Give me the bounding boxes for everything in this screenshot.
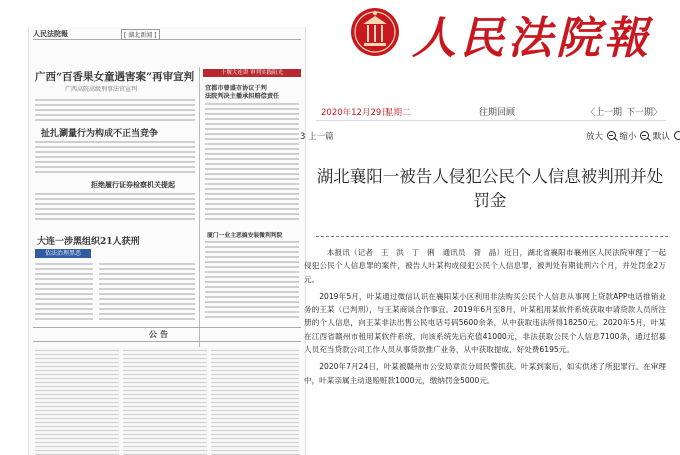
court-emblem-icon bbox=[350, 5, 400, 59]
zoom-out-icon[interactable] bbox=[640, 131, 649, 140]
paper-side-headline-2: 法院判决主播承担赔偿责任 bbox=[205, 93, 280, 100]
paper-blue-tag: 依法治理黑恶 bbox=[35, 249, 91, 258]
paper-subhead-1: 广西高院高级刑事法官宣判 bbox=[65, 86, 138, 93]
article-paragraph: 2019年5月，叶某通过微信认识在襄阳某小区利用非法购买公民个人信息从事网上贷款APP电话推销业务的王某（已判刑），与王某商谈合作事宜。2019年6月至8月，叶某租用某软件系统获取申请贷款人员所注册的个人信息，向王某非法出售公民电话号码5600余条，从中获取违法所得18250元。2020年5月，叶某在江西省赣州市租用某软件系统，向该系统先后充值41000元，非法获取公民个人信息7100条，通过招募人员充当贷款公司工作人员从事贷款推广业务，从中获取提成、好处费6195元。 bbox=[304, 291, 666, 355]
divider bbox=[316, 120, 666, 121]
previous-article-link[interactable]: 3 上一篇 bbox=[300, 132, 334, 142]
paper-side-headline-3: 厦门一业主恶搞安装微利判院 bbox=[207, 233, 283, 239]
article-body bbox=[304, 246, 666, 391]
paper-notice-heading: 公告 bbox=[149, 329, 171, 339]
paper-headline-2: 扯扎涮量行为构成不正当竞争 bbox=[41, 129, 159, 139]
title-divider bbox=[316, 236, 668, 237]
paper-masthead: 人民法院報 bbox=[33, 29, 68, 38]
zoom-in-label[interactable]: 放大 bbox=[586, 132, 604, 142]
paper-headline-3: 拒绝履行证券检察机关提起 bbox=[91, 180, 175, 189]
issue-date: 2020年12月29日 bbox=[321, 108, 390, 118]
zoom-in-icon[interactable] bbox=[607, 131, 616, 140]
next-issue-link[interactable]: 下一期〉 bbox=[626, 108, 663, 118]
zoom-out-label[interactable]: 缩小 bbox=[619, 132, 637, 142]
article-paragraph: 本报讯（记者 王 洪 丁 俐 通讯员 胥 晶）近日，湖北省襄阳市襄州区人民法院审理了一起侵犯公民个人信息罪的案件，被告人叶某构成侵犯公民个人信息罪，被判处有期徒刑六个月，并处罚金2万元。 bbox=[304, 248, 666, 284]
paper-side-tag: 十堰大连讲 审判实践阳光 bbox=[203, 69, 301, 77]
past-issues-link[interactable]: 往期回顾 bbox=[479, 108, 516, 118]
brand-logo-text: 人民法院報 bbox=[412, 13, 652, 64]
previous-issue-link[interactable]: 〈上一期 bbox=[586, 108, 623, 118]
article-paragraph: 2020年7月24日，叶某被赣州市公安局章贡分局民警抓获。叶某到案后，如实供述了所犯罪行。在审理中，叶某亲属主动退赔赃款1000元，缴纳罚金5000元。 bbox=[304, 362, 666, 385]
newspaper-page-thumbnail[interactable] bbox=[28, 27, 306, 455]
zoom-default-label[interactable]: 默认 bbox=[652, 132, 670, 142]
zoom-controls bbox=[586, 130, 680, 142]
issue-weekday: 星期二 bbox=[385, 108, 411, 118]
paper-headline-4: 大连一涉黑组织21人获刑 bbox=[37, 237, 140, 247]
paper-section-tag: [ 湖北新闻 ] bbox=[121, 29, 160, 40]
paper-headline-1: 广西“百香果女童遇害案”再审宣判 bbox=[35, 71, 195, 83]
paper-side-headline-1: 宜都市曾盛市协议于判 bbox=[205, 85, 267, 92]
zoom-default-icon[interactable] bbox=[674, 131, 680, 140]
article-title: 湖北襄阳一被告人侵犯公民个人信息被判刑并处罚金 bbox=[316, 167, 664, 210]
